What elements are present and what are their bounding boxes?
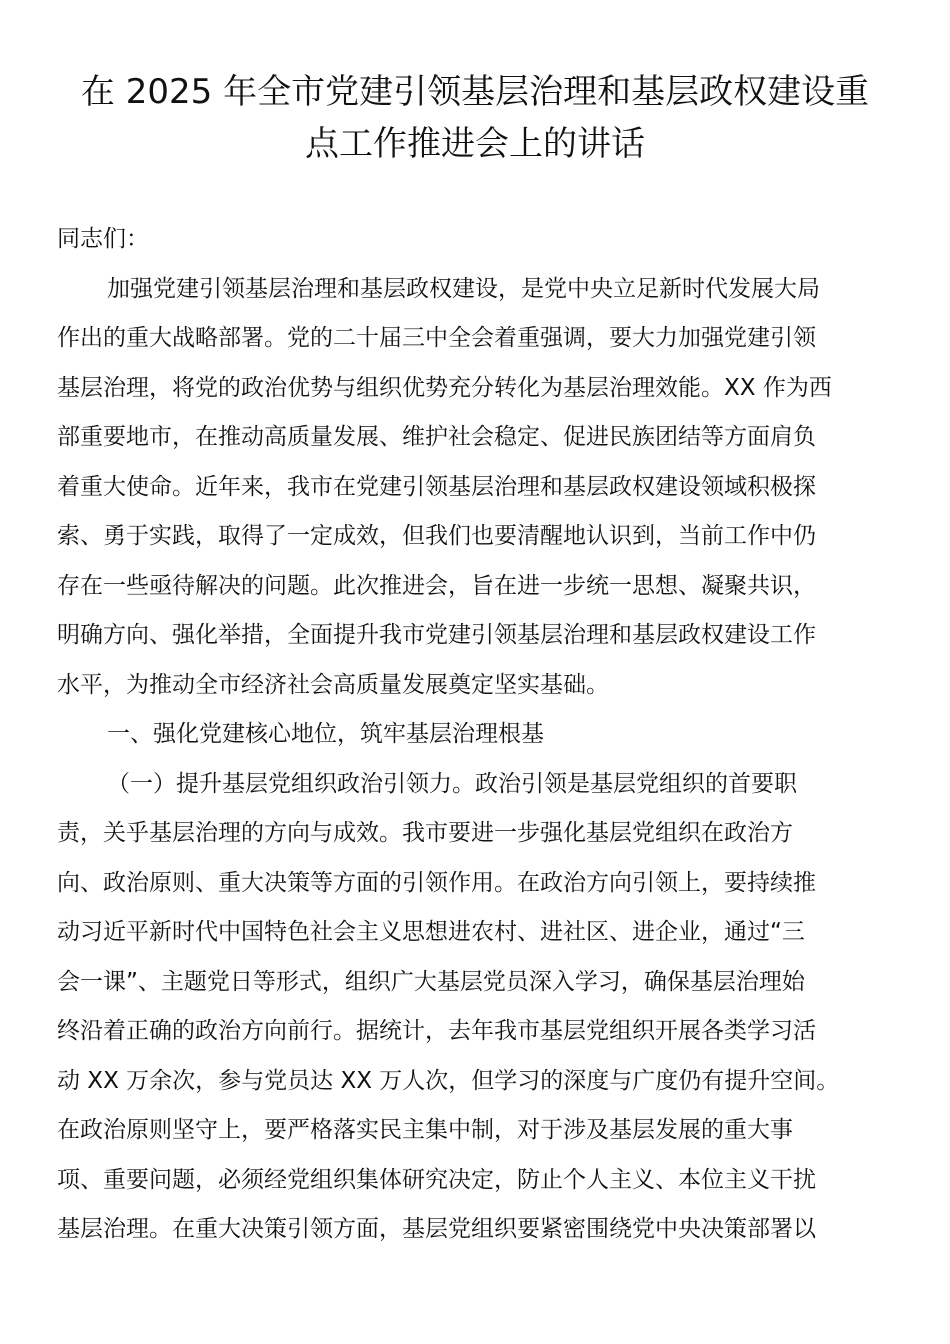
paragraph-line: 加强党建引领基层治理和基层政权建设，是党中央立足新时代发展大局: [107, 275, 820, 302]
paragraph-line: 动习近平新时代中国特色社会主义思想进农村、进社区、进企业，通过“三: [57, 919, 805, 945]
section-heading: 一、强化党建核心地位，筑牢基层治理根基: [107, 721, 544, 747]
paragraph-line: （一）提升基层党组织政治引领力。政治引领是基层党组织的首要职: [107, 770, 797, 797]
document-body: [57, 215, 893, 1255]
paragraph-line: 会一课”、主题党日等形式，组织广大基层党员深入学习，确保基层治理始: [57, 968, 805, 995]
paragraph-line: 索、勇于实践，取得了一定成效，但我们也要清醒地认识到，当前工作中仍: [57, 523, 816, 549]
paragraph-line: 基层治理，将党的政治优势与组织优势充分转化为基层治理效能。XX 作为西: [57, 374, 832, 401]
paragraph-line: 责，关乎基层治理的方向与成效。我市要进一步强化基层党组织在政治方: [57, 820, 793, 846]
paragraph-line: 基层治理。在重大决策引领方面，基层党组织要紧密围绕党中央决策部署以: [57, 1216, 816, 1242]
paragraph-line: 终沿着正确的政治方向前行。据统计，去年我市基层党组织开展各类学习活: [57, 1018, 816, 1044]
paragraph-line: 在政治原则坚守上，要严格落实民主集中制，对于涉及基层发展的重大事: [57, 1117, 793, 1143]
paragraph-line: 存在一些亟待解决的问题。此次推进会，旨在进一步统一思想、凝聚共识，: [57, 572, 816, 599]
title-line-1: 在 2025 年全市党建引领基层治理和基层政权建设重: [80, 72, 870, 112]
paragraph-line: 部重要地市，在推动高质量发展、维护社会稳定、促进民族团结等方面肩负: [57, 424, 816, 450]
paragraph-line: 明确方向、强化举措，全面提升我市党建引领基层治理和基层政权建设工作: [57, 622, 816, 648]
salutation: 同志们：: [57, 226, 149, 252]
paragraph-line: 着重大使命。近年来，我市在党建引领基层治理和基层政权建设领域积极探: [57, 473, 816, 500]
paragraph-line: 作出的重大战略部署。党的二十届三中全会着重强调，要大力加强党建引领: [57, 325, 816, 351]
paragraph-line: 向、政治原则、重大决策等方面的引领作用。在政治方向引领上，要持续推: [57, 869, 816, 896]
document-title: [40, 66, 910, 170]
paragraph-line: 水平，为推动全市经济社会高质量发展奠定坚实基础。: [57, 671, 609, 698]
title-line-2: 点工作推进会上的讲话: [305, 124, 645, 164]
paragraph-line: 项、重要问题，必须经党组织集体研究决定，防止个人主义、本位主义干扰: [57, 1166, 816, 1193]
paragraph-line: 动 XX 万余次，参与党员达 XX 万人次，但学习的深度与广度仍有提升空间。: [57, 1067, 840, 1094]
